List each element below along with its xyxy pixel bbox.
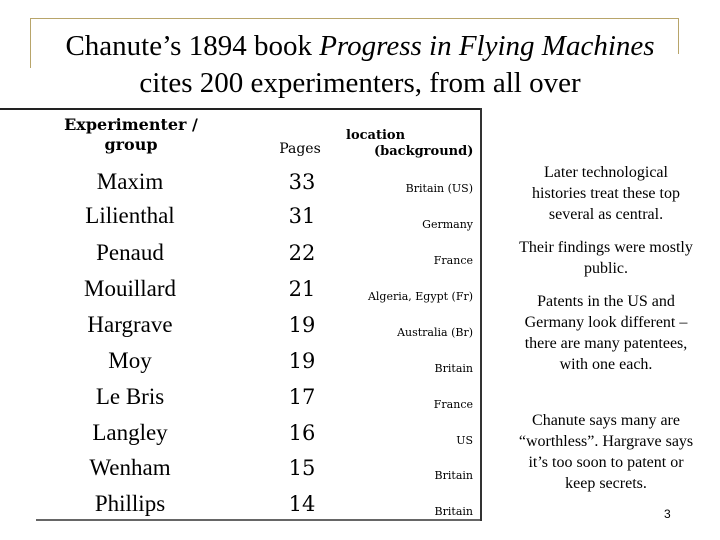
table-border-right	[480, 108, 482, 521]
page-count: 33	[288, 170, 316, 194]
page-count: 14	[288, 492, 316, 516]
title-line-1-prefix: Chanute’s 1894 book	[65, 30, 320, 62]
table-row	[0, 237, 480, 273]
page-count: 17	[288, 385, 316, 409]
title-frame-left	[30, 18, 31, 68]
page-count: 21	[288, 277, 316, 301]
experimenter-name: Langley	[92, 420, 168, 445]
experimenter-name: Moy	[108, 348, 152, 373]
location: Britain (US)	[405, 182, 473, 195]
table-row	[0, 488, 480, 524]
page-count: 15	[288, 456, 316, 480]
table-row	[0, 417, 480, 453]
table-row	[0, 345, 480, 381]
header-experimenter: Experimenter / group	[64, 115, 198, 154]
table-row	[0, 452, 480, 488]
location: Britain	[434, 469, 473, 482]
header-location	[346, 128, 476, 160]
experimenter-name: Wenham	[89, 455, 171, 480]
location: Germany	[422, 218, 473, 231]
experimenter-name: Le Bris	[95, 384, 165, 409]
experimenter-name: Mouillard	[84, 276, 176, 301]
title-book-name: Progress in Flying Machines	[319, 30, 655, 62]
table-row	[0, 381, 480, 417]
page-count: 31	[288, 204, 316, 228]
location: Britain	[434, 362, 473, 375]
location: Britain	[434, 505, 473, 518]
location: France	[433, 398, 473, 411]
note-public: Their findings were mostly public.	[519, 239, 693, 277]
location: Australia (Br)	[397, 326, 473, 339]
page-number: 3	[664, 507, 671, 521]
title-line-2: cites 200 experimenters, from all over	[139, 67, 581, 99]
table-row	[0, 273, 480, 309]
note-worthless: Chanute says many are “worthless”. Hargrave says it’s too soon to patent or keep secrets.	[518, 412, 694, 492]
location: Algeria, Egypt (Fr)	[367, 290, 473, 303]
note-patents: Patents in the US and Germany look different – there are many patentees, with one each.	[524, 293, 688, 373]
experimenter-name: Maxim	[96, 169, 164, 194]
table-row	[0, 200, 480, 236]
page-count: 19	[288, 313, 316, 337]
header-location-line1: location	[346, 128, 406, 143]
page-count: 19	[288, 349, 316, 373]
table-row	[0, 166, 480, 202]
experimenter-name: Penaud	[96, 240, 164, 265]
table-row	[0, 309, 480, 345]
table-border-top	[0, 108, 482, 110]
experimenter-name: Hargrave	[87, 312, 173, 337]
slide-title	[40, 28, 680, 102]
experimenter-name: Lilienthal	[85, 203, 175, 228]
title-frame-top	[30, 18, 678, 19]
location: France	[433, 254, 473, 267]
header-location-line2: (background)	[374, 144, 474, 159]
page-count: 22	[288, 241, 316, 265]
header-pages: Pages	[279, 141, 321, 157]
experimenter-name: Phillips	[94, 491, 166, 516]
location: US	[456, 434, 473, 447]
page-count: 16	[288, 421, 316, 445]
title-line-1	[40, 28, 680, 65]
note-central: Later technological histories treat these top several as central.	[532, 164, 680, 223]
